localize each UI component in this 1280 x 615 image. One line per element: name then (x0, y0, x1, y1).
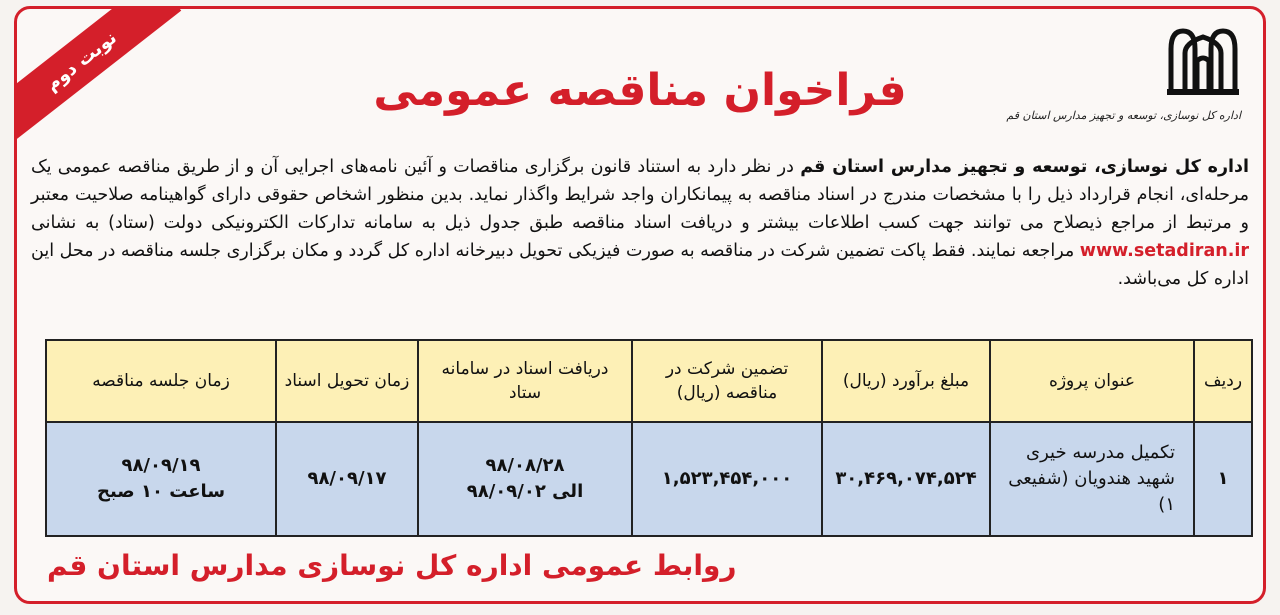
header-guarantee: تضمین شرکت در مناقصه (ریال) (632, 340, 822, 422)
cell-project: تکمیل مدرسه خیری شهید هندویان (شفیعی ۱) (990, 422, 1194, 536)
header-project: عنوان پروژه (990, 340, 1194, 422)
session-time: ساعت ۱۰ صبح (96, 481, 226, 502)
header-estimate: مبلغ برآورد (ریال) (822, 340, 990, 422)
page-title: فراخوان مناقصه عمومی (373, 65, 907, 116)
header-session: زمان جلسه مناقصه (46, 340, 276, 422)
tender-notice (14, 6, 1266, 604)
footer-text: روابط عمومی اداره کل نوسازی مدارس استان قم (47, 549, 737, 582)
ribbon-label: نوبت دوم (41, 26, 121, 96)
footer (47, 549, 1263, 582)
session-date: ۹۸/۰۹/۱۹ (121, 455, 201, 476)
body-paragraph-2: مراجعه نمایند. فقط پاکت تضمین شرکت در مناقصه به صورت فیزیکی تحویل دبیرخانه اداره کل گردد و مکان برگزاری جلسه مناقصه در محل این اداره کل می‌باشد. (31, 241, 1249, 289)
cell-delivery: ۹۸/۰۹/۱۷ (276, 422, 418, 536)
setadiran-link[interactable]: www.setadiran.ir (1079, 241, 1249, 261)
header-delivery: زمان تحویل اسناد (276, 340, 418, 422)
cell-estimate: ۳۰,۴۶۹,۰۷۴,۵۲۴ (822, 422, 990, 536)
cell-session (46, 422, 276, 536)
tender-table (45, 339, 1253, 537)
organization-caption: اداره کل نوسازی، توسعه و تجهیز مدارس استان قم (1006, 109, 1241, 122)
table-header-row (46, 340, 1252, 422)
header-row-number: ردیف (1194, 340, 1252, 422)
organization-name: اداره کل نوسازی، توسعه و تجهیز مدارس استان قم (800, 157, 1249, 177)
cell-receive (418, 422, 632, 536)
receive-to: الی ۹۸/۰۹/۰۲ (466, 481, 584, 502)
receive-from: ۹۸/۰۸/۲۸ (485, 455, 565, 476)
cell-row-number: ۱ (1194, 422, 1252, 536)
body-paragraph-1: در نظر دارد به استناد قانون برگزاری مناقصات و آئین نامه‌های اجرایی آن و از طریق مناقصه عمومی یک مرحله‌ای، انجام قرارداد ذیل را با مشخصات مندرج در اسناد مناقصه به پیمانکاران واجد شرایط واگذار نماید. بدین منظور اشخاص حقوقی دارای گواهینامه صلاحیت معتبر و مرتبط از مراجع ذیصلاح می توانند جهت کسب اطلاعات بیشتر و دریافت اسناد مناقصه طبق جدول ذیل به سامانه تدارکات الکترونیکی دولت (ستاد) به نشانی (31, 157, 1249, 233)
header-receive: دریافت اسناد در سامانه ستاد (418, 340, 632, 422)
table-row (46, 422, 1252, 536)
cell-guarantee: ۱,۵۲۳,۴۵۴,۰۰۰ (632, 422, 822, 536)
notice-body (31, 153, 1249, 293)
